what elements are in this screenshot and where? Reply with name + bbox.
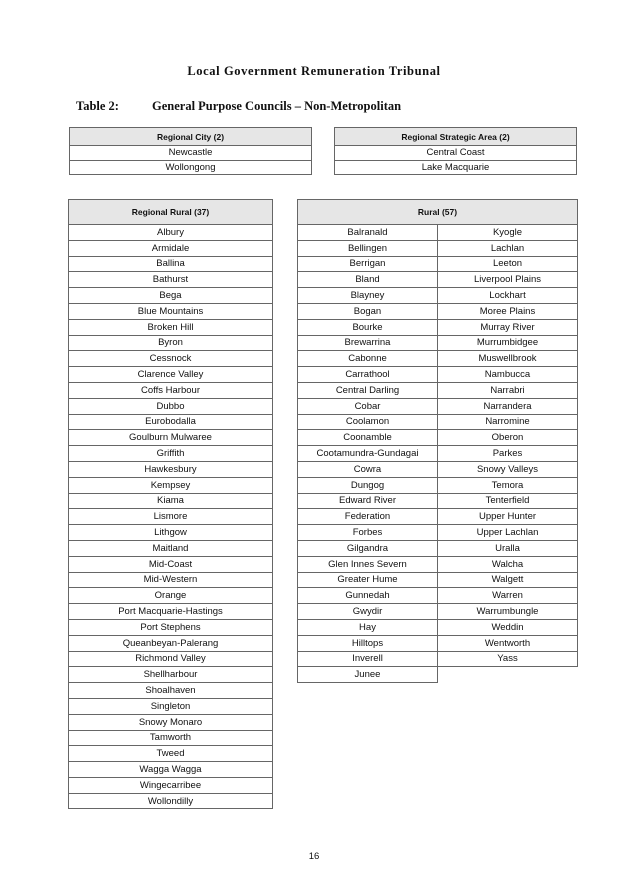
regional-rural-table: [68, 199, 273, 809]
council-cell: Snowy Monaro: [69, 714, 273, 730]
table-row: [69, 698, 273, 714]
council-cell: Singleton: [69, 698, 273, 714]
table-row: [69, 683, 273, 699]
council-cell: Griffith: [69, 446, 273, 462]
table-row: [69, 335, 273, 351]
council-cell: Berrigan: [298, 256, 438, 272]
regional-strategic-area-header: Regional Strategic Area (2): [335, 128, 577, 146]
council-cell: Cessnock: [69, 351, 273, 367]
table-row: [69, 777, 273, 793]
table-row: [298, 619, 578, 635]
table-row: [298, 367, 578, 383]
council-cell: Coonamble: [298, 430, 438, 446]
council-cell: Coolamon: [298, 414, 438, 430]
table-row: [298, 414, 578, 430]
table-row: [69, 256, 273, 272]
council-cell: Clarence Valley: [69, 367, 273, 383]
council-cell: Broken Hill: [69, 319, 273, 335]
council-cell: Carrathool: [298, 367, 438, 383]
table-row: [298, 604, 578, 620]
table-row: [69, 651, 273, 667]
council-cell: Weddin: [438, 619, 578, 635]
table-row: [298, 572, 578, 588]
table-row: [69, 240, 273, 256]
table-row: [69, 382, 273, 398]
council-cell: Brewarrina: [298, 335, 438, 351]
council-cell: Port Macquarie-Hastings: [69, 604, 273, 620]
council-cell: Albury: [69, 225, 273, 241]
table-row: [298, 240, 578, 256]
council-cell: Murray River: [438, 319, 578, 335]
council-cell: Bega: [69, 288, 273, 304]
council-cell: Hawkesbury: [69, 461, 273, 477]
council-cell: Murrumbidgee: [438, 335, 578, 351]
council-cell: Parkes: [438, 446, 578, 462]
council-cell: Junee: [298, 667, 438, 683]
council-cell: Uralla: [438, 540, 578, 556]
table-row: [69, 746, 273, 762]
table-row: [69, 509, 273, 525]
council-cell: Cobar: [298, 398, 438, 414]
table-row: [69, 461, 273, 477]
council-cell: Warrumbungle: [438, 604, 578, 620]
rural-header: Rural (57): [298, 200, 578, 225]
council-cell: Shoalhaven: [69, 683, 273, 699]
table-row: [69, 588, 273, 604]
table-label: Table 2:: [76, 99, 119, 113]
council-cell: Bathurst: [69, 272, 273, 288]
regional-strategic-area-table: [334, 127, 577, 175]
table-row: [69, 288, 273, 304]
council-cell: Oberon: [438, 430, 578, 446]
council-cell: Lithgow: [69, 525, 273, 541]
regional-rural-header: Regional Rural (37): [69, 200, 273, 225]
council-cell: Kiama: [69, 493, 273, 509]
council-cell: Lachlan: [438, 240, 578, 256]
table-row: [298, 272, 578, 288]
table-row: [69, 493, 273, 509]
council-cell: Walcha: [438, 556, 578, 572]
table-row: [298, 225, 578, 241]
table-row: [69, 225, 273, 241]
table-row: [335, 160, 577, 175]
table-row: [69, 319, 273, 335]
council-cell: Hay: [298, 619, 438, 635]
table-row: [298, 398, 578, 414]
table-row: [70, 160, 312, 175]
council-cell: Shellharbour: [69, 667, 273, 683]
council-cell: Glen Innes Severn: [298, 556, 438, 572]
council-cell: Armidale: [69, 240, 273, 256]
council-cell: Liverpool Plains: [438, 272, 578, 288]
table-row: [298, 556, 578, 572]
council-cell: Lockhart: [438, 288, 578, 304]
council-cell: Wingecarribee: [69, 777, 273, 793]
table-row: [69, 604, 273, 620]
table-row: [69, 398, 273, 414]
table-row: [69, 619, 273, 635]
table-row: [69, 367, 273, 383]
council-cell: Mid-Western: [69, 572, 273, 588]
council-cell: Blayney: [298, 288, 438, 304]
council-cell: Lismore: [69, 509, 273, 525]
council-cell: Dubbo: [69, 398, 273, 414]
council-cell: Lake Macquarie: [335, 160, 577, 175]
council-cell: Wollondilly: [69, 793, 273, 809]
council-cell: Edward River: [298, 493, 438, 509]
council-cell: Kempsey: [69, 477, 273, 493]
table-row: [69, 430, 273, 446]
table-row: [69, 272, 273, 288]
table-row: [298, 667, 578, 683]
table-row: [298, 588, 578, 604]
table-row: [69, 540, 273, 556]
council-cell: Dungog: [298, 477, 438, 493]
page-number: 16: [308, 851, 320, 862]
table-row: [298, 461, 578, 477]
council-cell: Greater Hume: [298, 572, 438, 588]
council-cell: Temora: [438, 477, 578, 493]
council-cell: Walgett: [438, 572, 578, 588]
document-title: Local Government Remuneration Tribunal: [187, 64, 441, 78]
council-cell: Forbes: [298, 525, 438, 541]
council-cell: Snowy Valleys: [438, 461, 578, 477]
table-row: [69, 446, 273, 462]
table-row: [298, 509, 578, 525]
table-row: [298, 493, 578, 509]
table-row: [298, 477, 578, 493]
council-cell: Port Stephens: [69, 619, 273, 635]
table-row: [69, 714, 273, 730]
council-cell: Bellingen: [298, 240, 438, 256]
table-row: [298, 446, 578, 462]
council-cell: Narromine: [438, 414, 578, 430]
council-cell: Bland: [298, 272, 438, 288]
table-row: [298, 288, 578, 304]
council-cell: Maitland: [69, 540, 273, 556]
council-cell: Hilltops: [298, 635, 438, 651]
table-row: [69, 572, 273, 588]
council-cell: Blue Mountains: [69, 303, 273, 319]
table-row: [298, 651, 578, 667]
regional-city-header: Regional City (2): [70, 128, 312, 146]
council-cell: Cowra: [298, 461, 438, 477]
council-cell: Orange: [69, 588, 273, 604]
table-caption: General Purpose Councils – Non-Metropolitan: [152, 99, 402, 113]
council-cell: Byron: [69, 335, 273, 351]
council-cell: Wentworth: [438, 635, 578, 651]
council-cell: Cabonne: [298, 351, 438, 367]
table-row: [298, 256, 578, 272]
council-cell: Upper Hunter: [438, 509, 578, 525]
table-row: [69, 730, 273, 746]
table-row: [298, 430, 578, 446]
council-cell: Coffs Harbour: [69, 382, 273, 398]
council-cell: Yass: [438, 651, 578, 667]
table-row: [69, 414, 273, 430]
council-cell: Muswellbrook: [438, 351, 578, 367]
council-cell: Goulburn Mulwaree: [69, 430, 273, 446]
table-row: [69, 477, 273, 493]
table-row: [70, 146, 312, 161]
council-cell: Gwydir: [298, 604, 438, 620]
council-cell: Mid-Coast: [69, 556, 273, 572]
council-cell: Gilgandra: [298, 540, 438, 556]
regional-city-table: [69, 127, 312, 175]
table-row: [69, 556, 273, 572]
council-cell: Tweed: [69, 746, 273, 762]
council-cell: Gunnedah: [298, 588, 438, 604]
table-row: [69, 762, 273, 778]
table-row: [69, 351, 273, 367]
table-row: [69, 793, 273, 809]
council-cell: Upper Lachlan: [438, 525, 578, 541]
council-cell: Leeton: [438, 256, 578, 272]
table-row: [298, 540, 578, 556]
council-cell: Richmond Valley: [69, 651, 273, 667]
council-cell: Tenterfield: [438, 493, 578, 509]
council-cell: Balranald: [298, 225, 438, 241]
council-cell: Tamworth: [69, 730, 273, 746]
table-row: [298, 382, 578, 398]
council-cell: Ballina: [69, 256, 273, 272]
table-row: [298, 303, 578, 319]
table-row: [298, 635, 578, 651]
council-cell: Moree Plains: [438, 303, 578, 319]
council-cell: Bourke: [298, 319, 438, 335]
table-row: [69, 635, 273, 651]
council-cell: Cootamundra-Gundagai: [298, 446, 438, 462]
council-cell: Federation: [298, 509, 438, 525]
table-row: [335, 146, 577, 161]
council-cell: Nambucca: [438, 367, 578, 383]
table-row: [69, 667, 273, 683]
table-row: [69, 525, 273, 541]
council-cell: Narrandera: [438, 398, 578, 414]
rural-table: [297, 199, 578, 683]
council-cell: Wagga Wagga: [69, 762, 273, 778]
council-cell: Central Coast: [335, 146, 577, 161]
council-cell: Eurobodalla: [69, 414, 273, 430]
table-row: [298, 335, 578, 351]
council-cell: Wollongong: [70, 160, 312, 175]
council-cell: Queanbeyan-Palerang: [69, 635, 273, 651]
council-cell: Central Darling: [298, 382, 438, 398]
council-cell: Inverell: [298, 651, 438, 667]
table-row: [69, 303, 273, 319]
council-cell: Bogan: [298, 303, 438, 319]
table-row: [298, 319, 578, 335]
council-cell: Narrabri: [438, 382, 578, 398]
council-cell: Warren: [438, 588, 578, 604]
table-row: [298, 525, 578, 541]
council-cell: Newcastle: [70, 146, 312, 161]
table-row: [298, 351, 578, 367]
council-cell: Kyogle: [438, 225, 578, 241]
